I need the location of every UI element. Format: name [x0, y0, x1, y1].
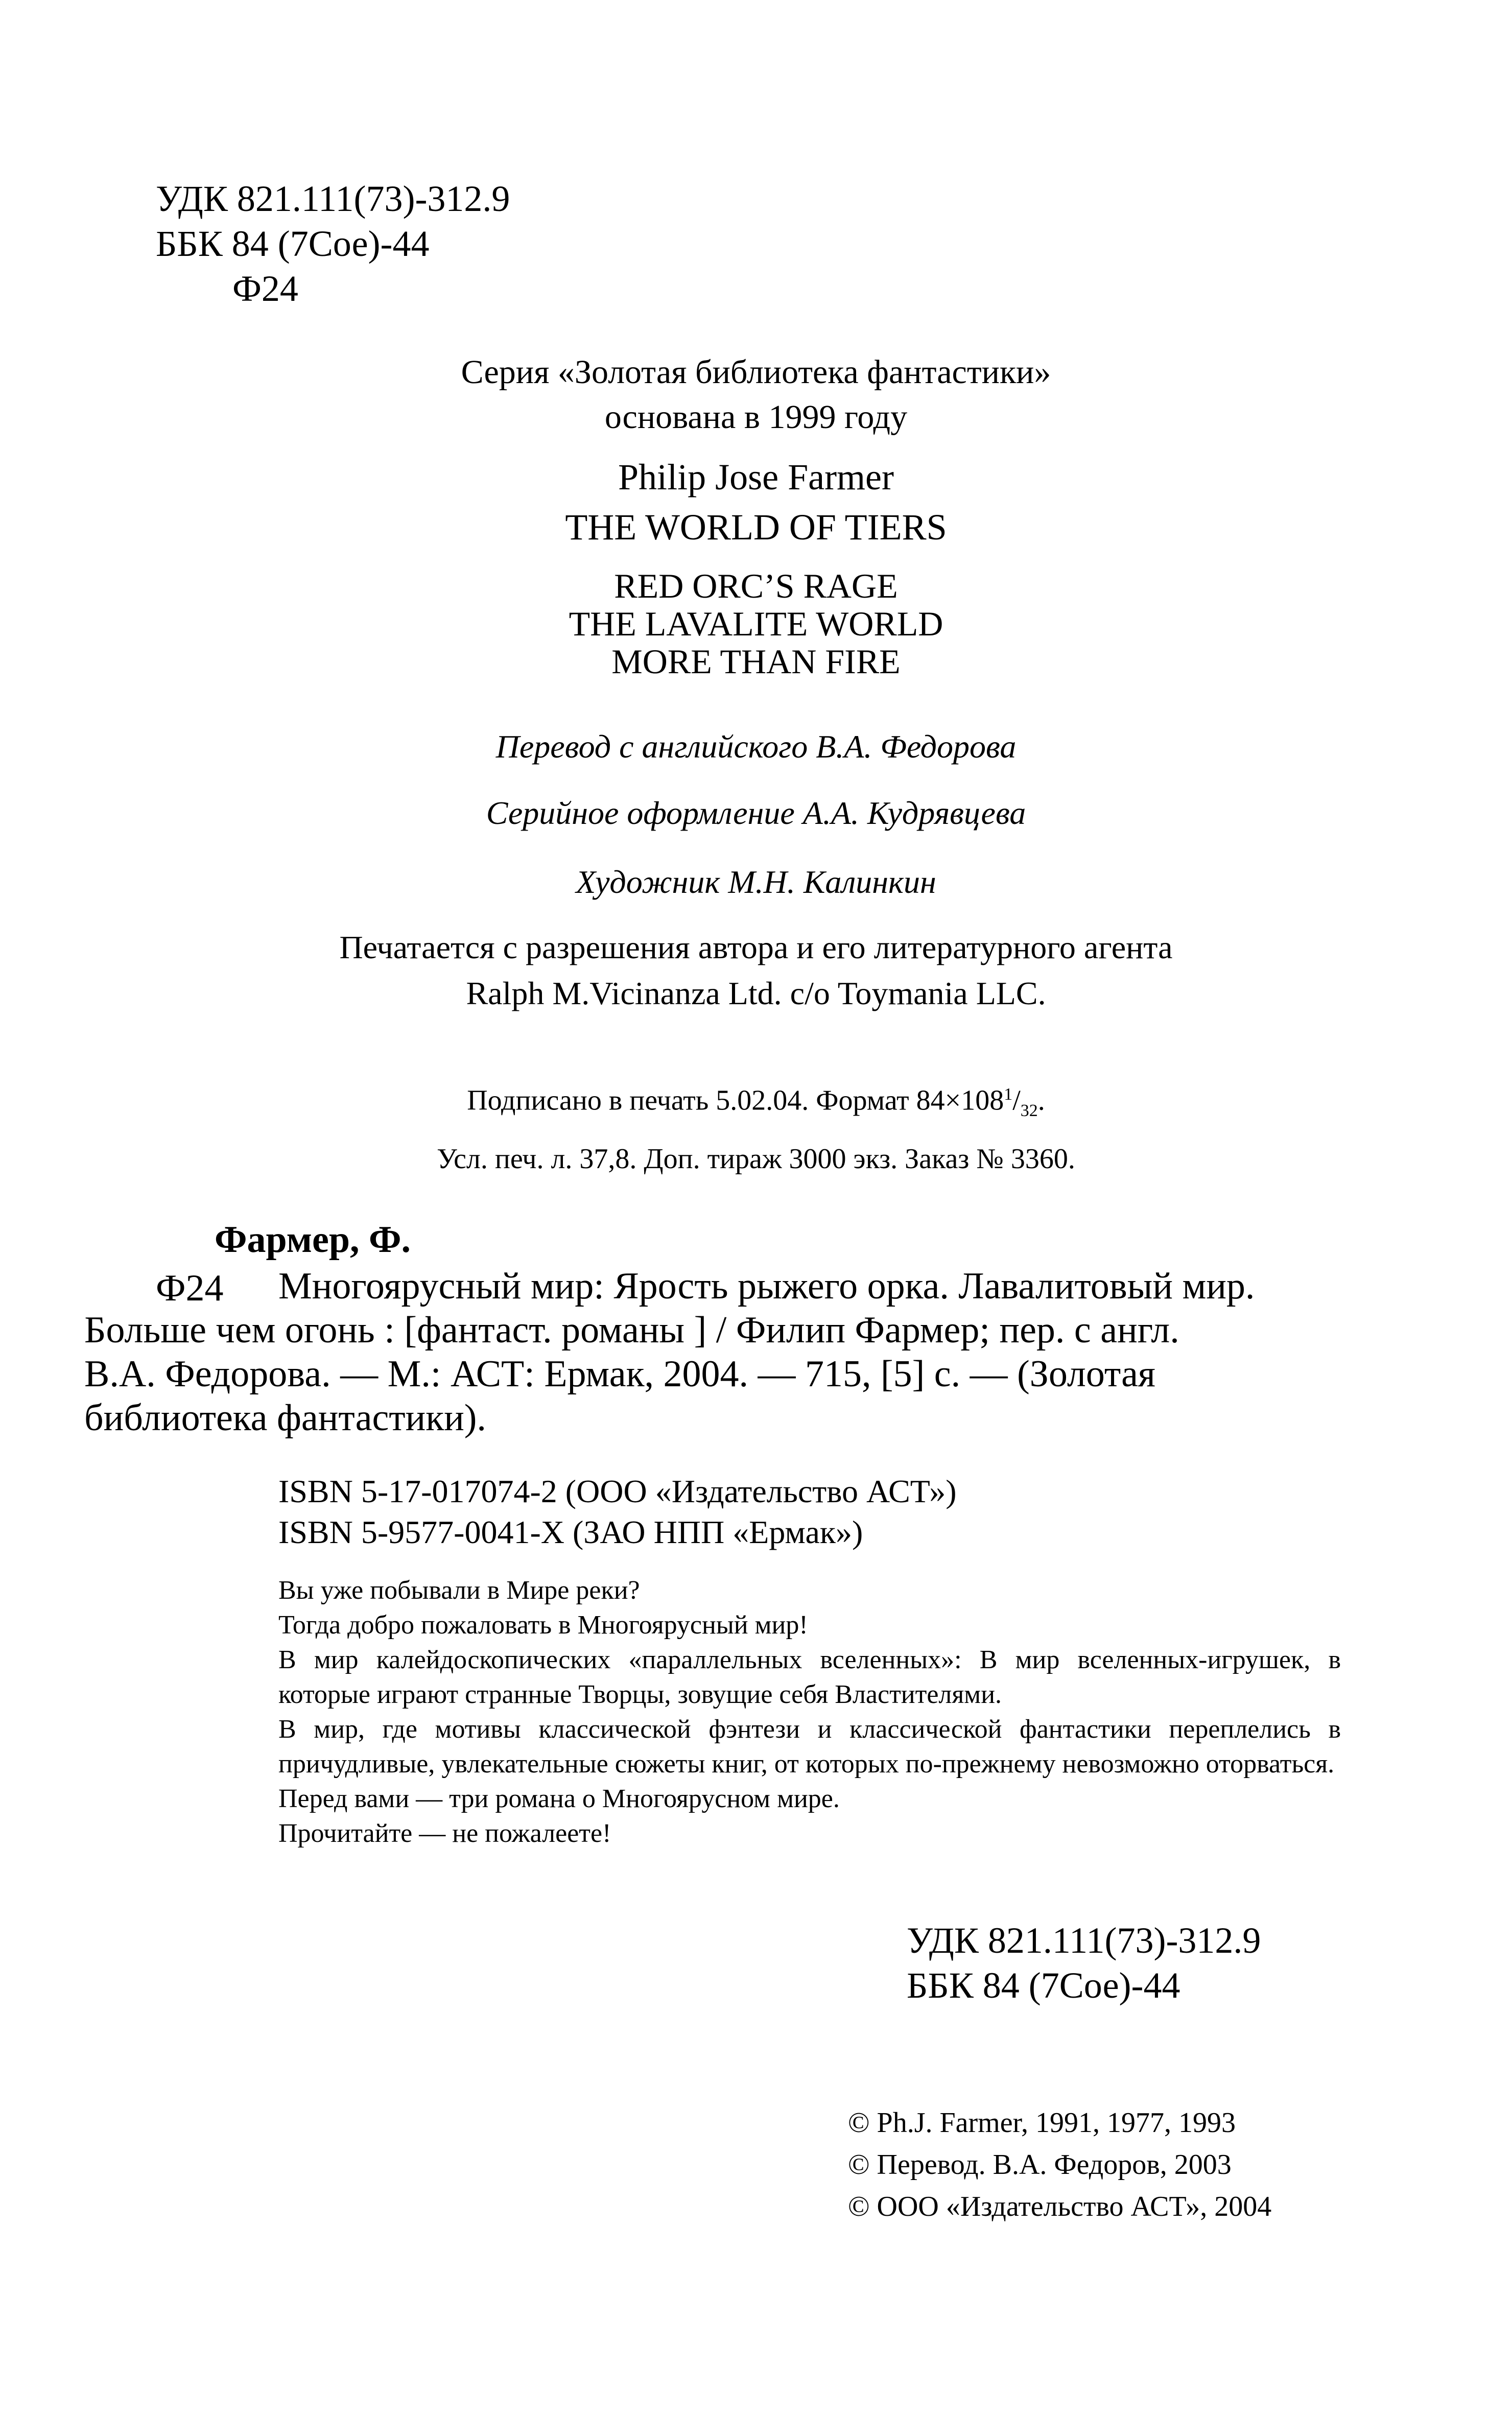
isbn-ast: ISBN 5-17-017074-2 (ООО «Издательство АСТ») [278, 1473, 957, 1509]
bibliographic-heading: Фармер, Ф. [215, 1219, 411, 1261]
copyright-line: © Перевод. В.А. Федоров, 2003 [848, 2149, 1232, 2181]
bibliographic-line: библиотека фантастики). [84, 1397, 486, 1439]
original-title: THE LAVALITE WORLD [569, 604, 943, 643]
isbn-block [278, 1471, 957, 1553]
agency-line: Ralph M.Vicinanza Ltd. c/o Toymania LLC. [466, 975, 1046, 1011]
udk-code: УДК 821.111(73)-312.9 [156, 178, 510, 219]
annotation-paragraph: В мир калейдоскопических «параллельных вселенных»: В мир вселенных-игрушек, в которые играют странные Творцы, зовущие себя Властителями. [278, 1645, 1341, 1709]
format-fraction-den: 32 [1020, 1101, 1038, 1120]
annotation-paragraph: Прочитайте — не пожалеете! [278, 1819, 611, 1848]
copyright-line: © Ph.J. Farmer, 1991, 1977, 1993 [848, 2107, 1236, 2139]
bibliographic-line: Больше чем огонь : [фантаст. романы ] / Филип Фармер; пер. с англ. [84, 1309, 1179, 1351]
original-title: MORE THAN FIRE [611, 642, 901, 681]
annotation [278, 1573, 1341, 1851]
series-info [0, 350, 1512, 440]
design-credit: Серийное оформление А.А. Кудрявцева [486, 795, 1026, 831]
bibliographic-code: Ф24 [156, 1267, 224, 1309]
original-title: RED ORC’S RAGE [614, 566, 898, 605]
series-founded: основана в 1999 году [604, 398, 908, 436]
print-info [0, 1070, 1512, 1183]
bbk-code: ББК 84 (7Сое)-44 [156, 223, 430, 264]
original-author-block [0, 452, 1512, 552]
original-titles [0, 567, 1512, 680]
bibliographic-line: Многоярусный мир: Ярость рыжего орка. Лавалитовый мир. [278, 1265, 1255, 1307]
series-name: Серия «Золотая библиотека фантастики» [461, 353, 1051, 391]
udk-code-bottom: УДК 821.111(73)-312.9 [907, 1920, 1261, 1961]
original-author: Philip Jose Farmer [618, 457, 894, 498]
permission-line: Печатается с разрешения автора и его литературного агента [339, 929, 1173, 965]
copyright-block [848, 2102, 1271, 2228]
bibliographic-line: В.А. Федорова. — М.: АСТ: Ермак, 2004. — 715, [5] с. — (Золотая [84, 1353, 1155, 1395]
annotation-paragraph: В мир, где мотивы классической фэнтези и классической фантастики переплелись в причудливые, увлекательные сюжеты книг, от которых по-прежнему невозможно оторваться. [278, 1715, 1341, 1779]
isbn-ermak: ISBN 5-9577-0041-X (ЗАО НПП «Ермак») [278, 1514, 863, 1550]
classification-bottom [907, 1918, 1261, 2008]
annotation-paragraph: Тогда добро пожаловать в Многоярусный мир! [278, 1610, 808, 1640]
permission-notice [0, 925, 1512, 1016]
author-sign: Ф24 [232, 268, 298, 309]
copyright-line: © ООО «Издательство АСТ», 2004 [848, 2191, 1272, 2222]
artist-credit: Художник М.Н. Калинкин [576, 864, 936, 900]
format-fraction-num: 1 [1004, 1085, 1013, 1104]
annotation-paragraph: Перед вами — три романа о Многоярусном мире. [278, 1784, 840, 1813]
original-cycle: THE WORLD OF TIERS [565, 507, 947, 548]
print-signed-line: Подписано в печать 5.02.04. Формат $84\times 108^1/_{32}$. [467, 1084, 1045, 1120]
print-run-line: Усл. печ. л. 37,8. Доп. тираж 3000 экз. Заказ № 3360. [437, 1143, 1075, 1175]
bbk-code-bottom: ББК 84 (7Сое)-44 [907, 1965, 1180, 2006]
annotation-paragraph: Вы уже побывали в Мире реки? [278, 1576, 640, 1605]
translation-credit: Перевод с английского В.А. Федорова [495, 728, 1017, 765]
classification-block [156, 176, 510, 311]
